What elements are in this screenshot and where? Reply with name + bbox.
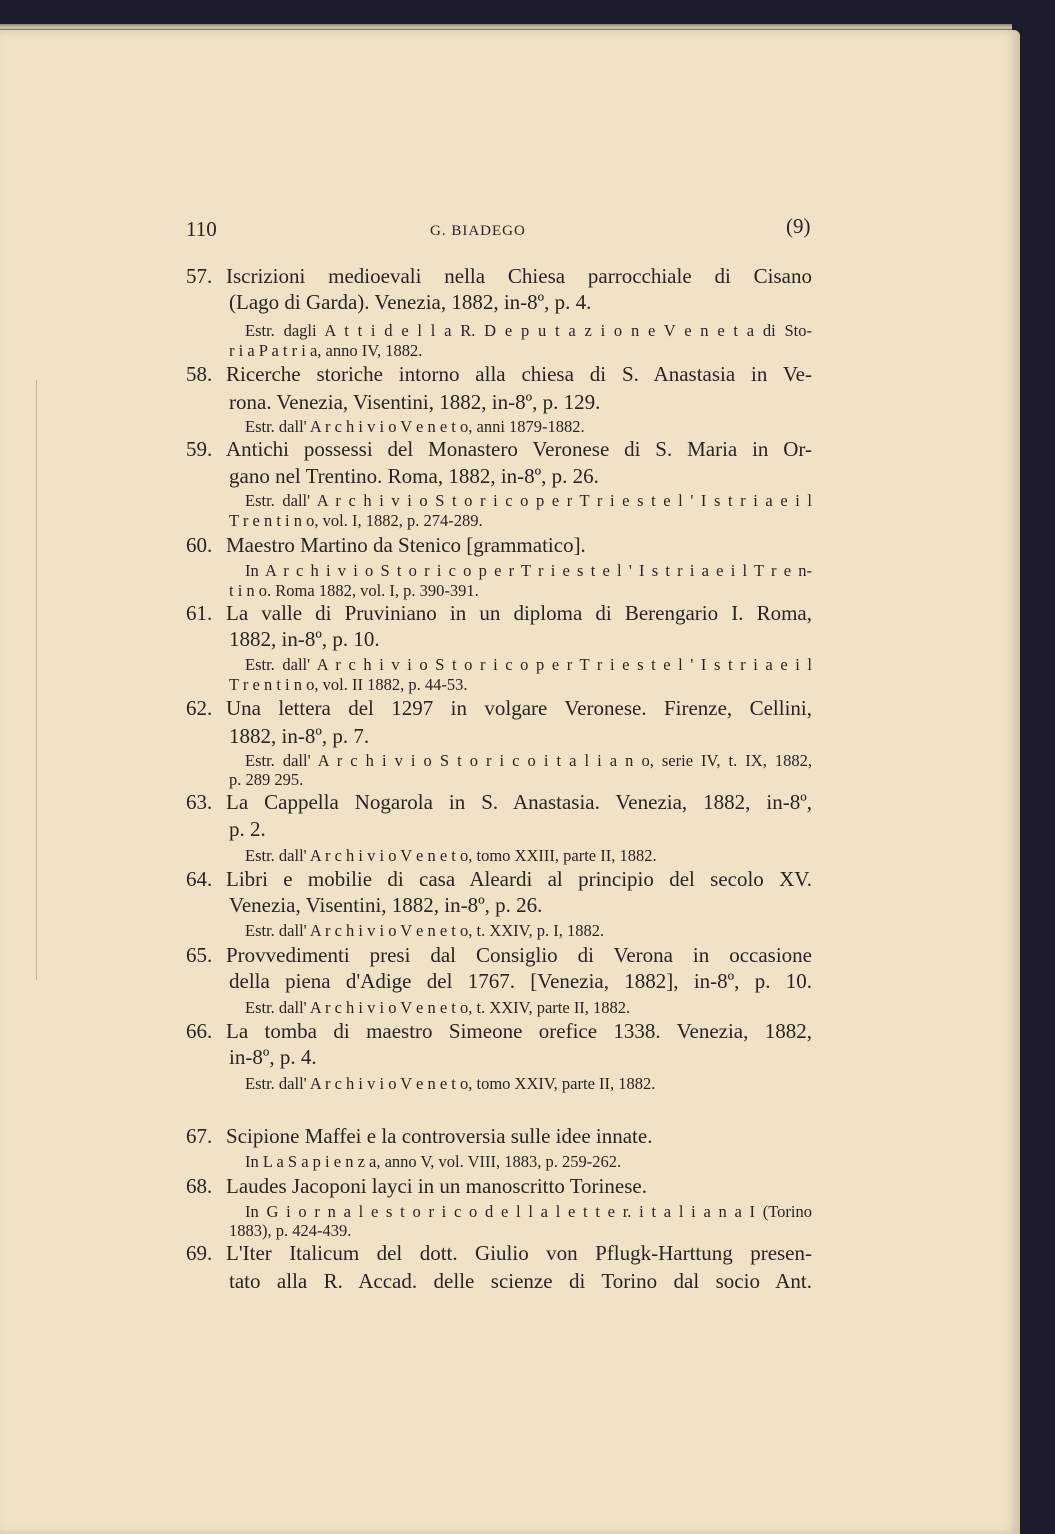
entry-continuation-line: della piena d'Adige del 1767. [Venezia, 1882], in-8º, p. 10.: [229, 969, 812, 993]
entry-number: 64.: [186, 867, 213, 891]
entry-title-line: La tomba di maestro Simeone orefice 1338. Venezia, 1882,: [226, 1019, 812, 1043]
entry-source-note: t i n o. Roma 1882, vol. I, p. 390-391.: [229, 581, 479, 600]
entry-title-line: Laudes Jacoponi layci in un manoscritto Torinese.: [226, 1174, 647, 1198]
entry-continuation-line: p. 2.: [229, 817, 266, 841]
entry-number: 66.: [186, 1019, 213, 1043]
entry-title-line: Ricerche storiche intorno alla chiesa di S. Anastasia in Ve-: [226, 362, 812, 386]
page-fold-line: [36, 380, 37, 980]
entry-source-note: Estr. dall' A r c h i v i o V e n e t o, anni 1879-1882.: [245, 417, 585, 436]
page-number: 110: [186, 217, 217, 241]
entry-number: 59.: [186, 437, 213, 461]
entry-source-note: Estr. dall' A r c h i v i o S t o r i c o p e r T r i e s t e l ' I s t r i a e i l: [245, 491, 812, 510]
entry-source-note: T r e n t i n o, vol. I, 1882, p. 274-289.: [229, 511, 483, 530]
entry-source-note: Estr. dall' A r c h i v i o S t o r i c o p e r T r i e s t e l ' I s t r i a e i l: [245, 655, 812, 674]
entry-source-note: In L a S a p i e n z a, anno V, vol. VIII, 1883, p. 259-262.: [245, 1152, 622, 1171]
entry-continuation-line: tato alla R. Accad. delle scienze di Torino dal socio Ant.: [229, 1269, 812, 1293]
entry-title-line: Iscrizioni medioevali nella Chiesa parrocchiale di Cisano: [226, 264, 812, 288]
entry-source-note: In G i o r n a l e s t o r i c o d e l l a l e t t e r. i t a l i a n a I (Torino: [245, 1202, 812, 1221]
entry-number: 63.: [186, 790, 213, 814]
entry-number: 57.: [186, 264, 213, 288]
entry-source-note: In A r c h i v i o S t o r i c o p e r T r i e s t e l ' I s t r i a e i l T r e n-: [245, 561, 812, 580]
section-number: (9): [786, 214, 811, 238]
entry-source-note: r i a P a t r i a, anno IV, 1882.: [229, 341, 423, 360]
entry-number: 62.: [186, 696, 213, 720]
entry-source-note: Estr. dall' A r c h i v i o S t o r i c o i t a l i a n o, serie IV, t. IX, 1882,: [245, 751, 812, 770]
entry-title-line: La Cappella Nogarola in S. Anastasia. Venezia, 1882, in-8º,: [226, 790, 812, 814]
entry-continuation-line: 1882, in-8º, p. 10.: [229, 627, 380, 651]
entry-source-note: Estr. dagli A t t i d e l l a R. D e p u t a z i o n e V e n e t a di Sto-: [245, 321, 812, 340]
entry-title-line: Libri e mobilie di casa Aleardi al principio del secolo XV.: [226, 867, 812, 891]
entry-continuation-line: (Lago di Garda). Venezia, 1882, in-8º, p. 4.: [229, 290, 592, 314]
entry-source-note: 1883), p. 424-439.: [229, 1221, 352, 1240]
entry-source-note: Estr. dall' A r c h i v i o V e n e t o, tomo XXIV, parte II, 1882.: [245, 1074, 656, 1093]
entry-title-line: Provvedimenti presi dal Consiglio di Verona in occasione: [226, 943, 812, 967]
running-title: G. BIADEGO: [430, 223, 526, 239]
entry-title-line: Antichi possessi del Monastero Veronese di S. Maria in Or-: [226, 437, 812, 461]
entry-number: 68.: [186, 1174, 213, 1198]
entry-source-note: Estr. dall' A r c h i v i o V e n e t o, t. XXIV, p. I, 1882.: [245, 921, 605, 940]
entry-continuation-line: Venezia, Visentini, 1882, in-8º, p. 26.: [229, 893, 543, 917]
entry-title-line: Una lettera del 1297 in volgare Veronese. Firenze, Cellini,: [226, 696, 812, 720]
entry-title-line: Scipione Maffei e la controversia sulle idee innate.: [226, 1124, 653, 1148]
entry-continuation-line: in-8º, p. 4.: [229, 1045, 317, 1069]
entry-source-note: Estr. dall' A r c h i v i o V e n e t o, tomo XXIII, parte II, 1882.: [245, 846, 657, 865]
entry-source-note: p. 289 295.: [229, 770, 304, 789]
entry-title-line: Maestro Martino da Stenico [grammatico].: [226, 533, 586, 557]
entry-continuation-line: 1882, in-8º, p. 7.: [229, 724, 370, 748]
entry-source-note: T r e n t i n o, vol. II 1882, p. 44-53.: [229, 675, 468, 694]
book-page: [0, 30, 1020, 1534]
entry-number: 65.: [186, 943, 213, 967]
entry-number: 67.: [186, 1124, 213, 1148]
entry-number: 61.: [186, 601, 213, 625]
entry-title-line: L'Iter Italicum del dott. Giulio von Pflugk-Harttung presen-: [226, 1241, 812, 1265]
entry-continuation-line: gano nel Trentino. Roma, 1882, in-8º, p. 26.: [229, 464, 599, 488]
entry-number: 60.: [186, 533, 213, 557]
entry-continuation-line: rona. Venezia, Visentini, 1882, in-8º, p. 129.: [229, 390, 601, 414]
entry-title-line: La valle di Pruviniano in un diploma di Berengario I. Roma,: [226, 601, 812, 625]
entry-number: 58.: [186, 362, 213, 386]
entry-source-note: Estr. dall' A r c h i v i o V e n e t o, t. XXIV, parte II, 1882.: [245, 998, 631, 1017]
entry-number: 69.: [186, 1241, 213, 1265]
